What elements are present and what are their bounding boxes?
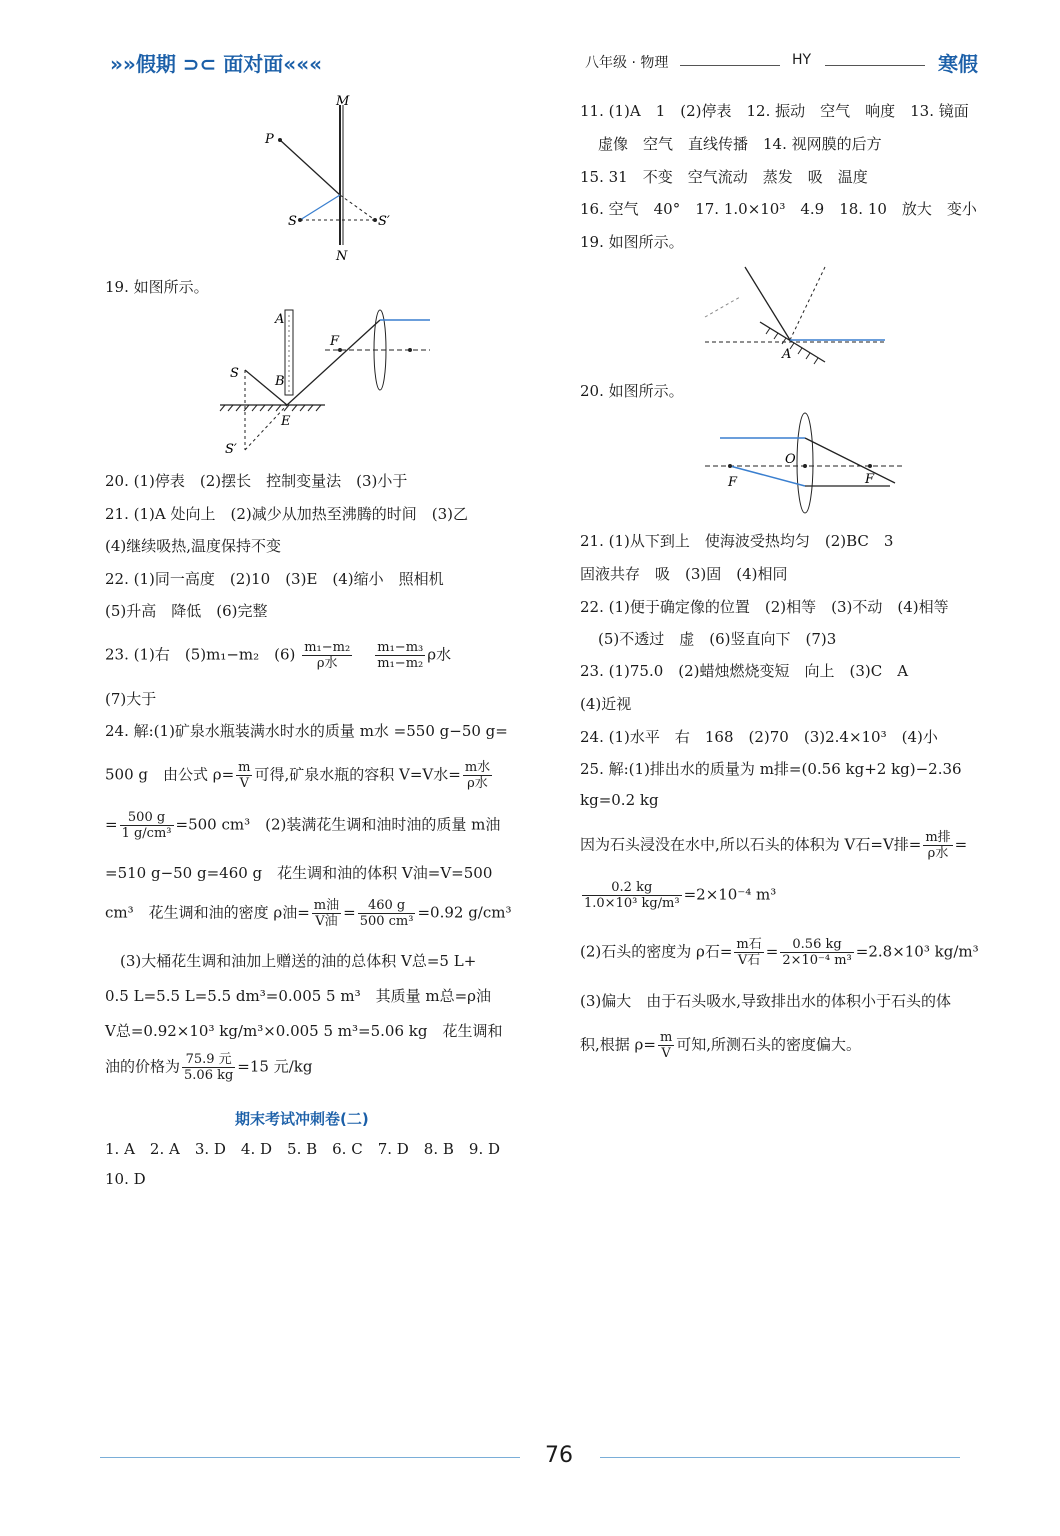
- label-f: F: [330, 334, 340, 349]
- answer-q23b: (7)大于: [105, 690, 157, 708]
- answer-q25-line3: 因为石头浸没在水中,所以石头的体积为 V石=V排= $\frac{\text{m排}}{\text{ρ水}}$ =: [580, 830, 968, 861]
- answer-q21b: (4)继续吸热,温度保持不变: [105, 537, 282, 555]
- fraction: $\frac{\text{m₁−m₃}}{\text{m₁−m₂}}$: [377, 640, 424, 671]
- answer-q23a: 23. (1)右 (5)m₁−m₂ (6) $\frac{\text{m₁−m₂}}{\text{ρ水}}$ $\frac{\text{m₁−m₃}}{\text{m₁−m₂}}$ ρ水: [105, 640, 452, 671]
- answer-q20-right: 20. 如图所示。: [580, 382, 684, 400]
- answer-q25-line5: (2)石头的密度为 ρ石= $\frac{\text{m石}}{\text{V石}}$ = $\frac{0.56 kg}{\text{2×10⁻⁴ m³}}$ =2.8×10³ kg/m³: [580, 937, 979, 968]
- label-m: M: [336, 95, 350, 109]
- figure-reflection-refraction: [700, 262, 890, 372]
- header-divider: [825, 65, 925, 66]
- label-f-right: F: [865, 472, 875, 487]
- mc-answers-line2: 10. D: [105, 1170, 146, 1188]
- answer-q24-line3: = $\frac{500 g}{\text{1 g/cm³}}$ =500 cm³ (2)装满花生调和油时油的质量 m油: [105, 810, 501, 841]
- label-s-prime: S′: [378, 214, 390, 229]
- answer-q21b-right: 固液共存 吸 (3)固 (4)相同: [580, 565, 788, 583]
- answer-q25-line4: $\frac{0.2 kg}{\text{1.0×10³ kg/m³}}$ =2×10⁻⁴ m³: [584, 880, 777, 911]
- page-number: 76: [545, 1443, 573, 1468]
- figure-convex-lens: [700, 408, 910, 518]
- label-e: E: [281, 414, 291, 429]
- answer-q11a: 11. (1)A 1 (2)停表 12. 振动 空气 响度 13. 镜面: [580, 102, 969, 120]
- footer-line-right: [600, 1457, 960, 1458]
- answer-q24-line9: 油的价格为 $\frac{\text{75.9 元}}{5.06 kg}$ =15 元/kg: [105, 1052, 313, 1083]
- answer-q24-line4: =510 g−50 g=460 g 花生调和油的体积 V油=V=500: [105, 864, 493, 882]
- answer-q22a-right: 22. (1)便于确定像的位置 (2)相等 (3)不动 (4)相等: [580, 598, 949, 616]
- brand-logo: »»假期 ⊃⊂ 面对面«««: [110, 52, 323, 76]
- label-s: S: [230, 366, 239, 381]
- mc-answers-line1: 1. A 2. A 3. D 4. D 5. B 6. C 7. D 8. B 9. D: [105, 1140, 501, 1158]
- answer-q25-line2: kg=0.2 kg: [580, 791, 659, 809]
- answer-q24-line6: (3)大桶花生调和油加上赠送的油的总体积 V总=5 L+: [120, 952, 477, 970]
- answer-q19: 19. 如图所示。: [580, 233, 684, 251]
- answer-q25-line6: (3)偏大 由于石头吸水,导致排出水的体积小于石头的体: [580, 992, 952, 1010]
- fraction: $\frac{\text{m₁−m₂}}{\text{ρ水}}$: [304, 640, 351, 671]
- q19-intro: 19. 如图所示。: [105, 278, 209, 296]
- header-subject: 八年级 · 物理: [585, 55, 669, 71]
- page-header: [0, 40, 1060, 90]
- answer-q21a: 21. (1)A 处向上 (2)减少从加热至沸腾的时间 (3)乙: [105, 505, 468, 523]
- label-o: O: [785, 452, 796, 467]
- answer-q22a: 22. (1)同一高度 (2)10 (3)E (4)缩小 照相机: [105, 570, 444, 588]
- answer-q24-line2: 500 g 由公式 ρ= $\frac{m}{V}$ 可得,矿泉水瓶的容积 V=V水= $\frac{\text{m水}}{\text{ρ水}}$: [105, 760, 491, 791]
- label-s-prime: S′: [225, 442, 237, 457]
- label-n: N: [336, 249, 348, 264]
- header-code: HY: [792, 52, 812, 68]
- label-s: S: [288, 214, 297, 229]
- label-p: P: [265, 132, 274, 147]
- answer-q22b-right: (5)不透过 虚 (6)竖直向下 (7)3: [598, 630, 837, 648]
- answer-q23a-right: 23. (1)75.0 (2)蜡烛燃烧变短 向上 (3)C A: [580, 662, 909, 680]
- answer-q16: 16. 空气 40° 17. 1.0×10³ 4.9 18. 10 放大 变小: [580, 200, 977, 218]
- footer-line-left: [100, 1457, 520, 1458]
- answer-q23b-right: (4)近视: [580, 695, 632, 713]
- answer-q15: 15. 31 不变 空气流动 蒸发 吸 温度: [580, 168, 868, 186]
- label-a: A: [782, 347, 792, 362]
- answer-q24-line8: V总=0.92×10³ kg/m³×0.005 5 m³=5.06 kg 花生调和: [105, 1022, 503, 1040]
- header-season: 寒假: [938, 52, 978, 76]
- header-divider: [680, 65, 780, 66]
- label-b: B: [275, 374, 285, 389]
- answer-q24-line7: 0.5 L=5.5 L=5.5 dm³=0.005 5 m³ 其质量 m总=ρ油: [105, 987, 491, 1005]
- answer-q24-right: 24. (1)水平 右 168 (2)70 (3)2.4×10³ (4)小: [580, 728, 938, 746]
- figure-mirror-lens: [215, 305, 445, 465]
- answer-q25-line1: 25. 解:(1)排出水的质量为 m排=(0.56 kg+2 kg)−2.36: [580, 760, 962, 778]
- answer-q24-line1: 24. 解:(1)矿泉水瓶装满水时水的质量 m水 =550 g−50 g=: [105, 722, 508, 740]
- answer-q25-line7: 积,根据 ρ= $\frac{m}{V}$ 可知,所测石头的密度偏大。: [580, 1030, 862, 1061]
- answer-q22b: (5)升高 降低 (6)完整: [105, 602, 268, 620]
- answer-q20: 20. (1)停表 (2)摆长 控制变量法 (3)小于: [105, 472, 408, 490]
- label-a: A: [275, 312, 285, 327]
- figure-plane-mirror: [250, 95, 420, 265]
- label-f-left: F: [728, 475, 738, 490]
- answer-q11b: 虚像 空气 直线传播 14. 视网膜的后方: [598, 135, 882, 153]
- section-title: 期末考试冲刺卷(二): [235, 1110, 369, 1128]
- answer-q24-line5: cm³ 花生调和油的密度 ρ油= $\frac{\text{m油}}{\text{V油}}$ = $\frac{460 g}{\text{500 cm³}}$ =0.92 g/cm³: [105, 898, 512, 929]
- answer-q21a-right: 21. (1)从下到上 使海波受热均匀 (2)BC 3: [580, 532, 894, 550]
